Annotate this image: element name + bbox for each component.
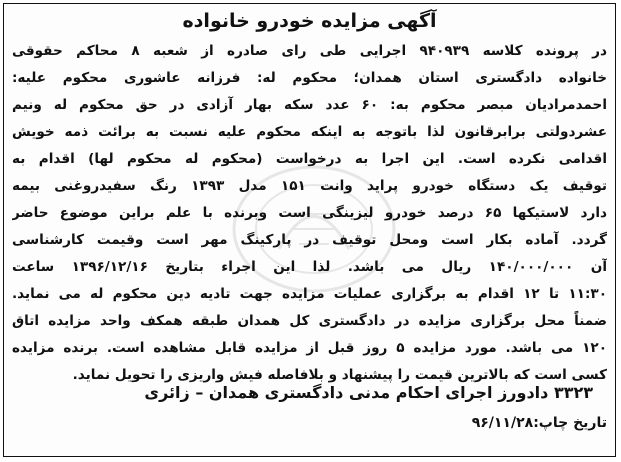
body-line: اقدامی نکرده است. این اجرا به درخواست (محکوم له محکوم لها) اقدام به	[12, 151, 607, 167]
body-line: دارد لاستیکها ۶۵ درصد خودرو لیزینگی است وبرنده با علم براین موضوع حاضر	[12, 205, 607, 221]
body-line: گردد. آماده بکار است ومحل توقیف در پارکینگ مهر است وقیمت کارشناسی	[12, 232, 607, 248]
body-line: کسی است که بالاترین قیمت را پیشنهاد و بلافاصله فیش واریزی را تحویل نماید.	[72, 367, 607, 383]
body-line: توقیف یک دستگاه خودرو پراید وانت ۱۵۱ مدل ۱۳۹۳ رنگ سفیدروغنی بیمه	[12, 178, 607, 194]
notice-body	[12, 38, 607, 389]
body-line: آن ۱۴۰/۰۰۰/۰۰۰ ریال می باشد. لذا این اجراء بتاریخ ۱۳۹۶/۱۲/۱۶ ساعت	[12, 259, 607, 275]
notice-title: آگهی مزایده خودرو خانواده	[182, 10, 437, 32]
body-line: در پرونده کلاسه ۹۴۰۹۳۹ اجرایی طی رای صادره از شعبه ۸ محاکم حقوقی	[12, 43, 607, 59]
notice-signature: ۳۳۲۳ دادورز اجرای احکام مدنی دادگستری همدان – زائری	[144, 383, 593, 402]
body-line: ۱۱:۳۰ تا ۱۲ اقدام به برگزاری عملیات مزایده جهت تادیه دین محکوم له می نماید.	[12, 286, 607, 302]
body-line: ضمناً محل برگزاری مزایده در دادگستری کل همدان طبقه همکف واحد مزایده اتاق	[12, 313, 607, 329]
body-line: ۱۲۰ می باشد. مورد مزایده ۵ روز قبل از مزایده قابل مشاهده است. برنده مزایده	[12, 340, 607, 356]
auction-notice	[3, 3, 616, 457]
body-line: خانواده دادگستری استان همدان؛ محکوم له: فرزانه عاشوری محکوم علیه:	[12, 70, 607, 86]
body-line: عشردولتی برابرقانون لذا باتوجه به اینکه محکوم علیه نسبت به برائت ذمه خویش	[12, 124, 607, 140]
body-line: احمدمرادیان مبصر محکوم به: ۶۰ عدد سکه بهار آزادی در حق محکوم له ونیم	[12, 97, 607, 113]
print-date: تاریخ چاپ:۹۶/۱۱/۲۸	[471, 415, 607, 431]
